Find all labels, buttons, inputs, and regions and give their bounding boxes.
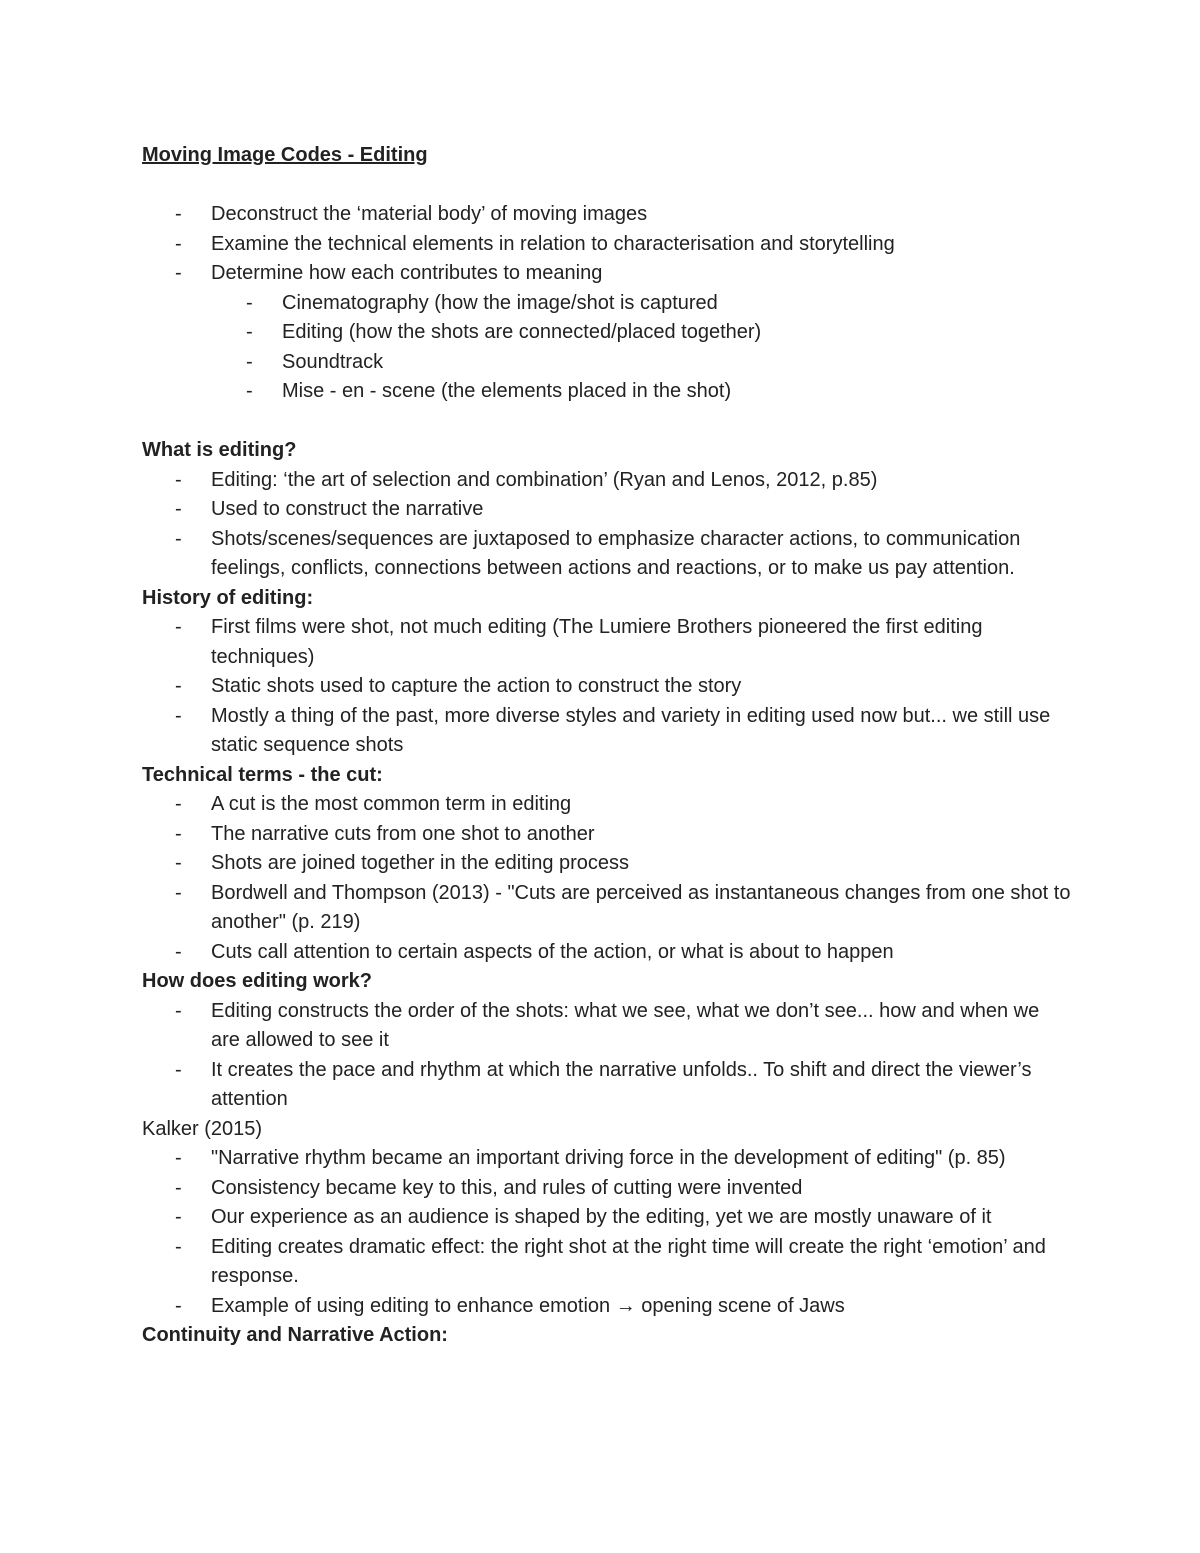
document-title: Moving Image Codes - Editing [142,144,428,166]
sub-list-item: - Mise - en - scene (the elements placed in the shot) [142,377,1072,407]
list-item: - First films were shot, not much editing (The Lumiere Brothers pioneered the first editing techniques) [142,613,1072,672]
list-item: - Editing constructs the order of the shots: what we see, what we don’t see... how and when we are allowed to see it [142,997,1072,1056]
sub-list-item: - Editing (how the shots are connected/placed together) [142,318,1072,348]
list-item: - Deconstruct the ‘material body’ of moving images [142,200,1072,230]
list-item: - It creates the pace and rhythm at which the narrative unfolds.. To shift and direct the viewer’s attention [142,1056,1072,1115]
history-list [142,613,1072,761]
how-editing-works-list [142,997,1072,1115]
kalker-list [142,1144,1072,1321]
list-item: - A cut is the most common term in editing [142,790,1072,820]
list-item: - Static shots used to capture the action to construct the story [142,672,1072,702]
heading-technical-terms: Technical terms - the cut: [142,763,383,786]
list-item: - Consistency became key to this, and rules of cutting were invented [142,1174,1072,1204]
list-item: - "Narrative rhythm became an important driving force in the development of editing" (p. 85) [142,1144,1072,1174]
list-item: - Our experience as an audience is shaped by the editing, yet we are mostly unaware of it [142,1203,1072,1233]
heading-kalker: Kalker (2015) [142,1117,263,1140]
sub-list-item: - Soundtrack [142,348,1072,378]
document-body [142,141,1072,1351]
intro-list [142,200,1072,289]
heading-what-is-editing: What is editing? [142,439,297,461]
list-item: - Editing: ‘the art of selection and combination’ (Ryan and Lenos, 2012, p.85) [142,466,1072,496]
technical-terms-list [142,790,1072,967]
spacer [142,407,1072,437]
list-item: - Example of using editing to enhance emotion → opening scene of Jaws [142,1292,1072,1322]
list-item: - Bordwell and Thompson (2013) - "Cuts are perceived as instantaneous changes from one shot to another" (p. 219) [142,879,1072,938]
list-item: - Cuts call attention to certain aspects of the action, or what is about to happen [142,938,1072,968]
heading-history: History of editing: [142,586,314,609]
list-item: - Shots are joined together in the editing process [142,849,1072,879]
list-item: - Mostly a thing of the past, more diverse styles and variety in editing used now but... we still use static sequence shots [142,702,1072,761]
heading-how-editing-works: How does editing work? [142,970,373,992]
intro-sublist [142,289,1072,407]
list-item: - Shots/scenes/sequences are juxtaposed to emphasize character actions, to communication feelings, conflicts, connections between actions and reactions, or to make us pay attention. [142,525,1072,584]
list-item: - Used to construct the narrative [142,495,1072,525]
heading-continuity: Continuity and Narrative Action: [142,1324,448,1346]
sub-list-item: - Cinematography (how the image/shot is captured [142,289,1072,319]
list-item: - Determine how each contributes to meaning [142,259,1072,289]
list-item: - Examine the technical elements in relation to characterisation and storytelling [142,230,1072,260]
what-is-editing-list [142,466,1072,584]
list-item: - Editing creates dramatic effect: the right shot at the right time will create the right ‘emotion’ and response. [142,1233,1072,1292]
list-item: - The narrative cuts from one shot to another [142,820,1072,850]
